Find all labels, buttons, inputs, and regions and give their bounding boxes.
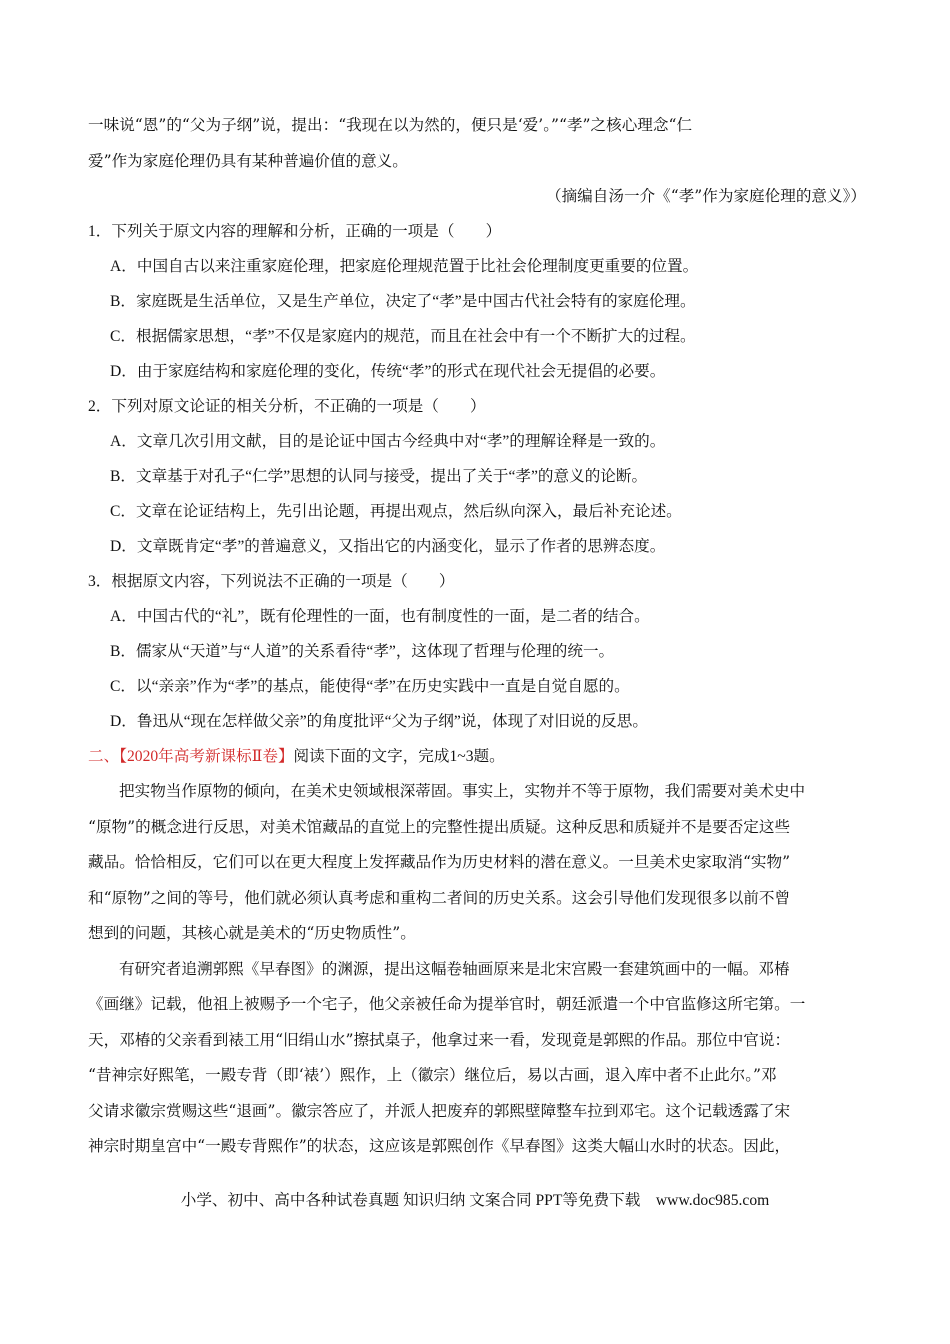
option-d: D．鲁迅从“现在怎样做父亲”的角度批评“父为子纲”说，体现了对旧说的反思。 bbox=[110, 713, 648, 730]
option-c: C．根据儒家思想，“孝”不仅是家庭内的规范，而且在社会中有一个不断扩大的过程。 bbox=[110, 328, 696, 345]
section-heading bbox=[88, 739, 866, 774]
passage-line: 把实物当作原物的倾向，在美术史领域根深蒂固。事实上，实物并不等于原物，我们需要对美术史中 bbox=[119, 782, 806, 800]
question-1 bbox=[88, 214, 866, 389]
option-a: A．中国自古以来注重家庭伦理，把家庭伦理规范置于比社会伦理制度更重要的位置。 bbox=[110, 258, 699, 275]
passage-line: 和“原物”之间的等号，他们就必须认真考虑和重构二者间的历史关系。这会引导他们发现很多以前不曾 bbox=[88, 888, 791, 907]
exam-source-tag: 【2020年高考新课标Ⅱ卷】 bbox=[119, 748, 294, 765]
passage-line: 藏品。恰恰相反，它们可以在更大程度上发挥藏品作为历史材料的潜在意义。一旦美术史家取消“实物” bbox=[88, 853, 791, 871]
passage-line: 天，邓椿的父亲看到裱工用“旧绢山水”擦拭桌子，他拿过来一看，发现竟是郭熙的作品。那位中官说： bbox=[88, 1030, 791, 1049]
section-number: 二、 bbox=[88, 748, 120, 765]
passage-line: 父请求徽宗赏赐这些“退画”。徽宗答应了，并派人把废弃的郭熙壁障整车拉到邓宅。这个记载透露了宋 bbox=[88, 1101, 791, 1120]
option-b: B．文章基于对孔子“仁学”思想的认同与接受，提出了关于“孝”的意义的论断。 bbox=[110, 468, 648, 485]
option-d: D．由于家庭结构和家庭伦理的变化，传统“孝”的形式在现代社会无提倡的必要。 bbox=[110, 363, 666, 380]
intro-line-1: 一味说“恩”的“父为子纲”说，提出：“我现在以为然的，便只是‘爱’。”“孝”之核心理念“仁 bbox=[88, 116, 693, 134]
passage-line: “昔神宗好熙笔，一殿专背（即‘裱’）熙作，上（徽宗）继位后，易以古画，退入库中者不止此尔。”邓 bbox=[88, 1066, 777, 1084]
page-footer: 小学、初中、高中各种试卷真题 知识归纳 文案合同 PPT等免费下载 www.doc985.com bbox=[180, 1192, 770, 1209]
question-3 bbox=[88, 564, 866, 739]
passage-paragraph-1 bbox=[88, 774, 866, 952]
passage-line: 想到的问题，其核心就是美术的“历史物质性”。 bbox=[88, 924, 416, 942]
passage-paragraph-2 bbox=[88, 952, 866, 1165]
section-instruction: 阅读下面的文字，完成1~3题。 bbox=[293, 748, 505, 765]
question-2 bbox=[88, 389, 866, 564]
option-a: A．文章几次引用文献，目的是论证中国古今经典中对“孝”的理解诠释是一致的。 bbox=[110, 433, 666, 450]
option-b: B．儒家从“天道”与“人道”的关系看待“孝”，这体现了哲理与伦理的统一。 bbox=[110, 643, 615, 660]
passage-line: “原物”的概念进行反思，对美术馆藏品的直觉上的完整性提出质疑。这种反思和质疑并不是要否定这些 bbox=[88, 817, 791, 836]
question-stem: 1．下列关于原文内容的理解和分析，正确的一项是（ ） bbox=[88, 223, 502, 240]
question-stem: 3．根据原文内容，下列说法不正确的一项是（ ） bbox=[88, 573, 455, 590]
document-page bbox=[88, 108, 866, 1165]
option-a: A．中国古代的“礼”，既有伦理性的一面，也有制度性的一面，是二者的结合。 bbox=[110, 608, 650, 625]
option-b: B．家庭既是生活单位，又是生产单位，决定了“孝”是中国古代社会特有的家庭伦理。 bbox=[110, 293, 696, 310]
question-stem: 2．下列对原文论证的相关分析，不正确的一项是（ ） bbox=[88, 398, 486, 415]
option-c: C．以“亲亲”作为“孝”的基点，能使得“孝”在历史实践中一直是自觉自愿的。 bbox=[110, 678, 630, 695]
intro-line-2: 爱”作为家庭伦理仍具有某种普遍价值的意义。 bbox=[88, 151, 408, 170]
source-citation: （摘编自汤一介《“孝”作为家庭伦理的意义》） bbox=[545, 187, 866, 205]
passage-line: 有研究者追溯郭熙《早春图》的渊源，提出这幅卷轴画原来是北宋宫殿一套建筑画中的一幅。邓椿 bbox=[119, 959, 790, 978]
option-c: C．文章在论证结构上，先引出论题，再提出观点，然后纵向深入，最后补充论述。 bbox=[110, 503, 682, 520]
option-d: D．文章既肯定“孝”的普遍意义，又指出它的内涵变化，显示了作者的思辨态度。 bbox=[110, 538, 666, 555]
passage-line: 神宗时期皇宫中“一殿专背熙作”的状态，这应该是郭熙创作《早春图》这类大幅山水时的状态。因此， bbox=[88, 1137, 791, 1155]
passage-line: 《画继》记载，他祖上被赐予一个宅子，他父亲被任命为提举官时，朝廷派遣一个中官监修这所宅第。一 bbox=[88, 995, 806, 1013]
